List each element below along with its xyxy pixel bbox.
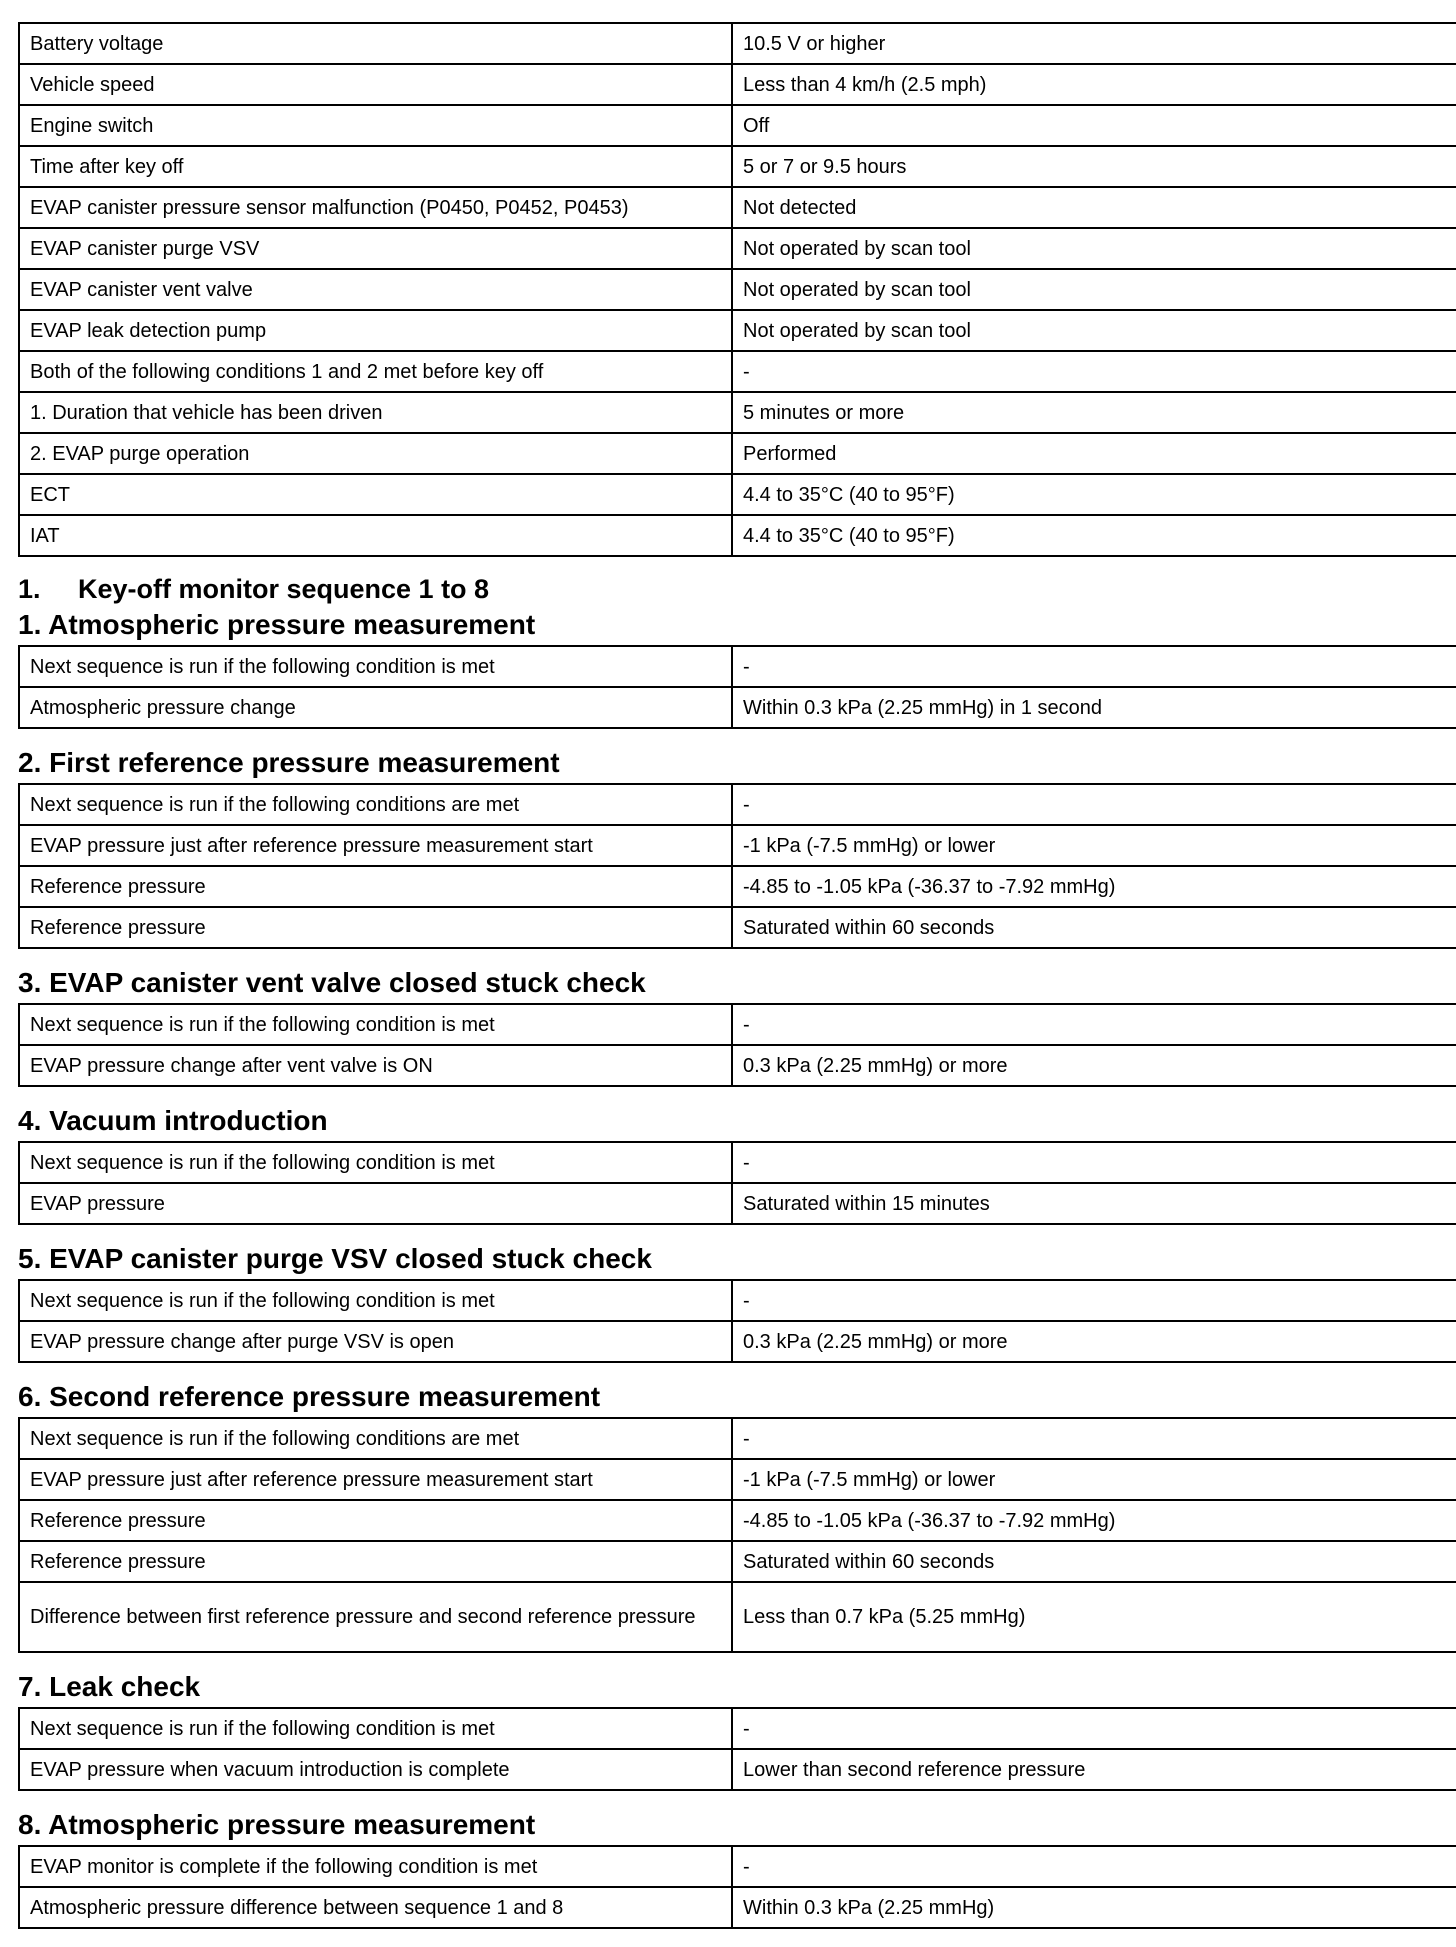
condition-cell: Time after key off: [19, 146, 732, 187]
table-row: [19, 351, 1456, 392]
value-cell: Within 0.3 kPa (2.25 mmHg) in 1 second: [732, 687, 1456, 728]
table-row: [19, 433, 1456, 474]
sequence-section: [18, 1671, 1444, 1791]
table-row: [19, 23, 1456, 64]
condition-cell: Next sequence is run if the following condition is met: [19, 646, 732, 687]
value-cell: Saturated within 60 seconds: [732, 1541, 1456, 1582]
table-row: [19, 228, 1456, 269]
table-row: [19, 474, 1456, 515]
value-cell: Not operated by scan tool: [732, 310, 1456, 351]
value-cell: -: [732, 1846, 1456, 1887]
section-table: [18, 1279, 1456, 1363]
condition-cell: Both of the following conditions 1 and 2 met before key off: [19, 351, 732, 392]
sequence-section: [18, 609, 1444, 729]
table-row: [19, 646, 1456, 687]
condition-cell: Difference between first reference pressure and second reference pressure: [19, 1582, 732, 1652]
value-cell: -: [732, 1004, 1456, 1045]
condition-cell: ECT: [19, 474, 732, 515]
value-cell: 0.3 kPa (2.25 mmHg) or more: [732, 1321, 1456, 1362]
condition-cell: 2. EVAP purge operation: [19, 433, 732, 474]
table-row: [19, 1708, 1456, 1749]
main-heading-number: 1.: [18, 574, 41, 604]
condition-cell: Battery voltage: [19, 23, 732, 64]
value-cell: -: [732, 784, 1456, 825]
sequence-section: [18, 1243, 1444, 1363]
value-cell: -4.85 to -1.05 kPa (-36.37 to -7.92 mmHg): [732, 866, 1456, 907]
sequence-section: [18, 1809, 1444, 1929]
table-row: [19, 866, 1456, 907]
value-cell: Not operated by scan tool: [732, 269, 1456, 310]
main-heading: [18, 573, 1444, 605]
condition-cell: Engine switch: [19, 105, 732, 146]
value-cell: -: [732, 646, 1456, 687]
value-cell: Within 0.3 kPa (2.25 mmHg): [732, 1887, 1456, 1928]
condition-cell: EVAP pressure change after purge VSV is open: [19, 1321, 732, 1362]
section-table: [18, 645, 1456, 729]
value-cell: 4.4 to 35°C (40 to 95°F): [732, 474, 1456, 515]
section-table: [18, 1417, 1456, 1653]
condition-cell: Next sequence is run if the following condition is met: [19, 1280, 732, 1321]
condition-cell: EVAP pressure just after reference pressure measurement start: [19, 1459, 732, 1500]
table-row: [19, 784, 1456, 825]
condition-cell: EVAP pressure just after reference pressure measurement start: [19, 825, 732, 866]
section-heading: 8. Atmospheric pressure measurement: [18, 1809, 536, 1840]
table-row: [19, 1183, 1456, 1224]
table-row: [19, 269, 1456, 310]
value-cell: Saturated within 15 minutes: [732, 1183, 1456, 1224]
value-cell: Less than 0.7 kPa (5.25 mmHg): [732, 1582, 1456, 1652]
sequence-section: [18, 747, 1444, 949]
table-row: [19, 515, 1456, 556]
sequence-sections: [18, 609, 1444, 1929]
section-table: [18, 1003, 1456, 1087]
table-row: [19, 392, 1456, 433]
value-cell: -: [732, 1418, 1456, 1459]
condition-cell: Reference pressure: [19, 1541, 732, 1582]
condition-cell: Next sequence is run if the following conditions are met: [19, 1418, 732, 1459]
condition-cell: 1. Duration that vehicle has been driven: [19, 392, 732, 433]
value-cell: -: [732, 1280, 1456, 1321]
table-row: [19, 1418, 1456, 1459]
condition-cell: EVAP leak detection pump: [19, 310, 732, 351]
value-cell: 5 minutes or more: [732, 392, 1456, 433]
conditions-table: [18, 22, 1456, 557]
section-heading: 6. Second reference pressure measurement: [18, 1381, 601, 1412]
table-row: [19, 1045, 1456, 1086]
condition-cell: EVAP canister pressure sensor malfunction (P0450, P0452, P0453): [19, 187, 732, 228]
sequence-section: [18, 1105, 1444, 1225]
value-cell: -1 kPa (-7.5 mmHg) or lower: [732, 1459, 1456, 1500]
main-heading-text: Key-off monitor sequence 1 to 8: [78, 574, 490, 604]
section-heading: 1. Atmospheric pressure measurement: [18, 609, 536, 640]
section-heading: 4. Vacuum introduction: [18, 1105, 328, 1136]
table-row: [19, 1321, 1456, 1362]
table-row: [19, 907, 1456, 948]
condition-cell: Reference pressure: [19, 866, 732, 907]
table-row: [19, 64, 1456, 105]
value-cell: 0.3 kPa (2.25 mmHg) or more: [732, 1045, 1456, 1086]
value-cell: -1 kPa (-7.5 mmHg) or lower: [732, 825, 1456, 866]
table-row: [19, 1887, 1456, 1928]
table-row: [19, 1142, 1456, 1183]
condition-cell: EVAP pressure change after vent valve is ON: [19, 1045, 732, 1086]
table-row: [19, 1846, 1456, 1887]
value-cell: -: [732, 351, 1456, 392]
table-row: [19, 146, 1456, 187]
condition-cell: Vehicle speed: [19, 64, 732, 105]
section-heading: 7. Leak check: [18, 1671, 201, 1702]
table-row: [19, 1500, 1456, 1541]
table-row: [19, 1004, 1456, 1045]
value-cell: -4.85 to -1.05 kPa (-36.37 to -7.92 mmHg): [732, 1500, 1456, 1541]
table-row: [19, 187, 1456, 228]
section-table: [18, 1707, 1456, 1791]
value-cell: Not detected: [732, 187, 1456, 228]
value-cell: Lower than second reference pressure: [732, 1749, 1456, 1790]
condition-cell: Reference pressure: [19, 907, 732, 948]
value-cell: Saturated within 60 seconds: [732, 907, 1456, 948]
condition-cell: Reference pressure: [19, 1500, 732, 1541]
table-row: [19, 310, 1456, 351]
section-heading: 5. EVAP canister purge VSV closed stuck check: [18, 1243, 652, 1274]
condition-cell: Next sequence is run if the following conditions are met: [19, 784, 732, 825]
condition-cell: EVAP pressure: [19, 1183, 732, 1224]
sequence-section: [18, 1381, 1444, 1653]
table-row: [19, 1582, 1456, 1652]
section-table: [18, 1141, 1456, 1225]
table-row: [19, 1280, 1456, 1321]
value-cell: Performed: [732, 433, 1456, 474]
table-row: [19, 1459, 1456, 1500]
condition-cell: EVAP canister purge VSV: [19, 228, 732, 269]
value-cell: -: [732, 1708, 1456, 1749]
section-table: [18, 783, 1456, 949]
sequence-section: [18, 967, 1444, 1087]
condition-cell: IAT: [19, 515, 732, 556]
table-row: [19, 1541, 1456, 1582]
value-cell: -: [732, 1142, 1456, 1183]
conditions-table-body: [19, 23, 1456, 556]
condition-cell: EVAP monitor is complete if the following condition is met: [19, 1846, 732, 1887]
condition-cell: Next sequence is run if the following condition is met: [19, 1708, 732, 1749]
document-page: [18, 22, 1444, 1947]
table-row: [19, 1749, 1456, 1790]
condition-cell: Next sequence is run if the following condition is met: [19, 1142, 732, 1183]
condition-cell: Atmospheric pressure change: [19, 687, 732, 728]
condition-cell: EVAP pressure when vacuum introduction is complete: [19, 1749, 732, 1790]
value-cell: Off: [732, 105, 1456, 146]
section-heading: 2. First reference pressure measurement: [18, 747, 560, 778]
section-heading: 3. EVAP canister vent valve closed stuck check: [18, 967, 646, 998]
condition-cell: EVAP canister vent valve: [19, 269, 732, 310]
value-cell: Less than 4 km/h (2.5 mph): [732, 64, 1456, 105]
value-cell: 10.5 V or higher: [732, 23, 1456, 64]
table-row: [19, 825, 1456, 866]
condition-cell: Atmospheric pressure difference between sequence 1 and 8: [19, 1887, 732, 1928]
value-cell: 5 or 7 or 9.5 hours: [732, 146, 1456, 187]
condition-cell: Next sequence is run if the following condition is met: [19, 1004, 732, 1045]
table-row: [19, 687, 1456, 728]
value-cell: 4.4 to 35°C (40 to 95°F): [732, 515, 1456, 556]
table-row: [19, 105, 1456, 146]
section-table: [18, 1845, 1456, 1929]
value-cell: Not operated by scan tool: [732, 228, 1456, 269]
